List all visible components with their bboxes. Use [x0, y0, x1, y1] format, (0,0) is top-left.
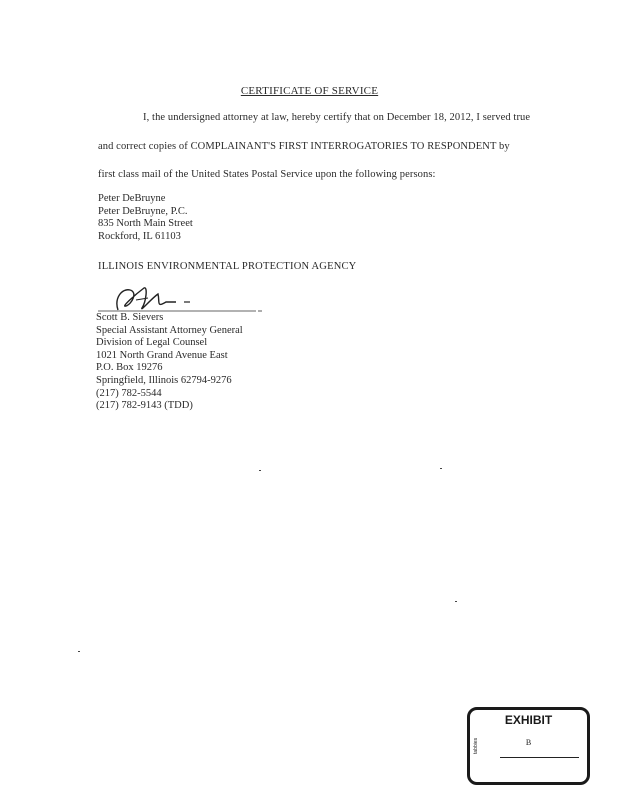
- agency-name: ILLINOIS ENVIRONMENTAL PROTECTION AGENCY: [98, 261, 357, 272]
- signer-name: Scott B. Sievers: [96, 312, 164, 323]
- recipient-street: 835 North Main Street: [98, 218, 193, 230]
- signer-tdd: (217) 782-9143 (TDD): [96, 400, 193, 412]
- exhibit-stamp-brand: tabbies: [473, 737, 479, 754]
- exhibit-stamp-mark: B: [525, 738, 532, 747]
- recipient-address: [98, 193, 193, 243]
- recipient-city: Rockford, IL 61103: [98, 230, 181, 242]
- body-line-3: first class mail of the United States Postal Service upon the following persons:: [98, 169, 436, 180]
- exhibit-stamp-line: [500, 757, 579, 758]
- signer-division: Division of Legal Counsel: [96, 337, 208, 349]
- body-line-2: and correct copies of COMPLAINANT'S FIRST INTERROGATORIES TO RESPONDENT by: [98, 141, 510, 152]
- signer-title: Special Assistant Attorney General: [96, 324, 243, 336]
- recipient-firm: Peter DeBruyne, P.C.: [98, 205, 188, 217]
- signer-city: Springfield, Illinois 62794-9276: [96, 374, 232, 386]
- signature-block: [96, 312, 243, 413]
- exhibit-stamp-title: EXHIBIT: [504, 713, 553, 727]
- recipient-name: Peter DeBruyne: [98, 193, 166, 204]
- signer-po-box: P.O. Box 19276: [96, 362, 163, 374]
- handwritten-signature: [96, 280, 266, 316]
- scan-speck: [455, 601, 457, 602]
- scan-speck: [259, 470, 261, 471]
- signer-phone: (217) 782-5544: [96, 387, 162, 399]
- scan-speck: [440, 468, 442, 469]
- document-title: CERTIFICATE OF SERVICE: [240, 85, 379, 97]
- body-line-1: I, the undersigned attorney at law, hereby certify that on December 18, 2012, I served true: [143, 112, 531, 123]
- scan-speck: [78, 651, 80, 652]
- exhibit-stamp: [467, 707, 590, 785]
- signer-street: 1021 North Grand Avenue East: [96, 349, 228, 361]
